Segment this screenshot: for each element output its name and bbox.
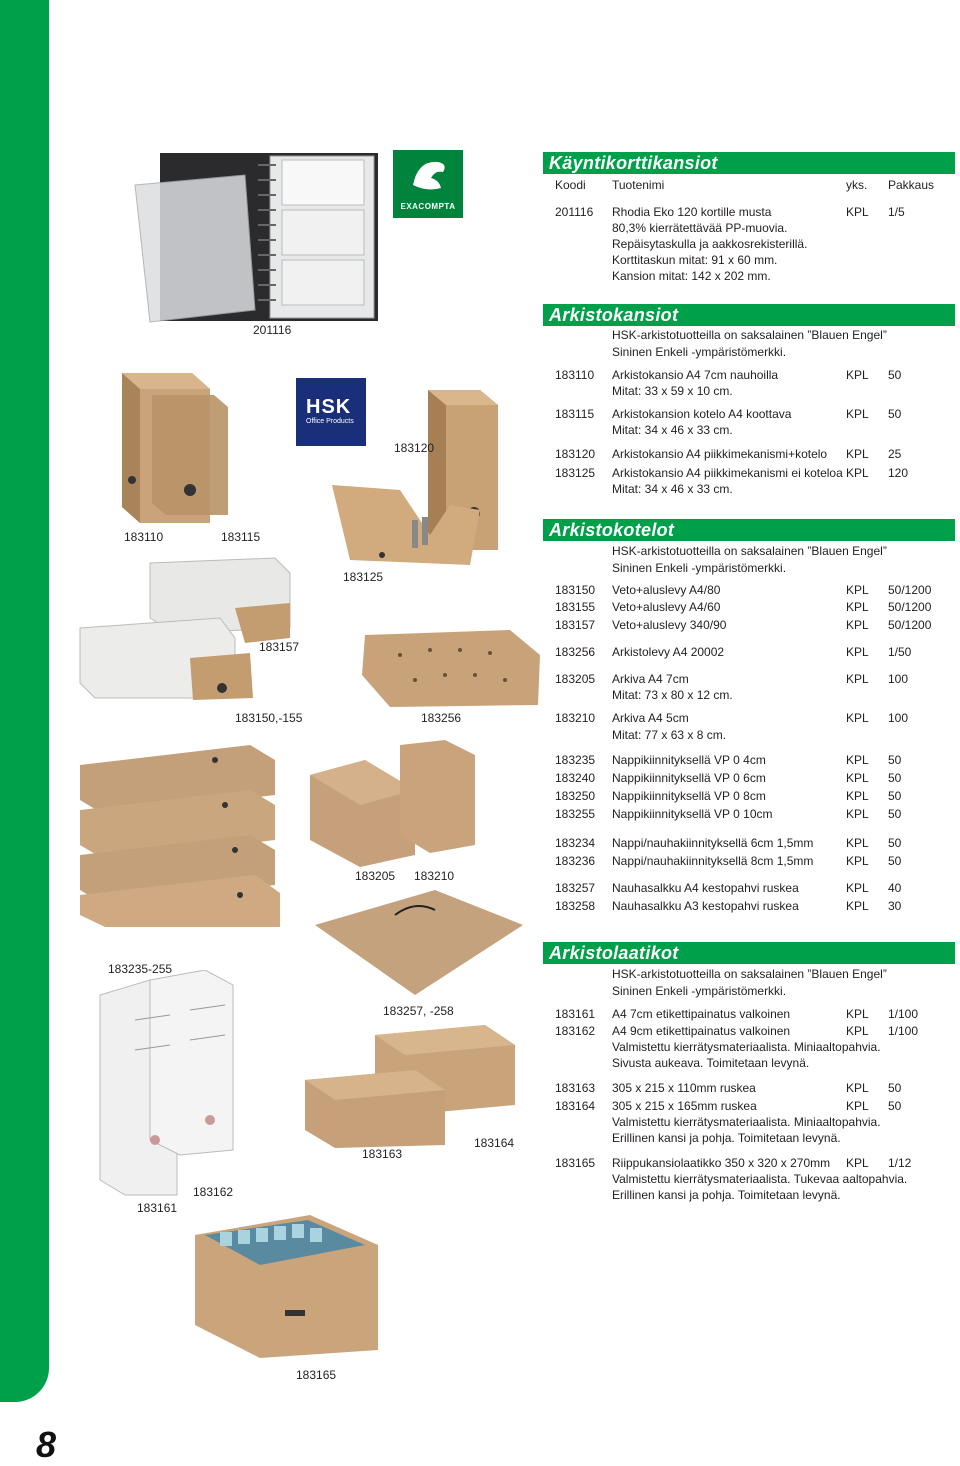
product-name: A4 9cm etikettipainatus valkoinen bbox=[612, 1024, 791, 1038]
hsk-subtitle: Office Products bbox=[306, 418, 354, 425]
product-pack: 50 bbox=[888, 1099, 902, 1113]
product-pack: 1/50 bbox=[888, 645, 912, 659]
product-unit: KPL bbox=[846, 771, 869, 785]
product-unit: KPL bbox=[846, 205, 869, 219]
product-pack: 50 bbox=[888, 368, 902, 382]
product-pack: 50/1200 bbox=[888, 618, 932, 632]
archive-folder-boxes-image bbox=[92, 365, 232, 527]
product-name: Nappikiinnityksellä VP 0 8cm bbox=[612, 789, 766, 803]
product-unit: KPL bbox=[846, 407, 869, 421]
label-183205: 183205 bbox=[355, 869, 396, 883]
product-pack: 50 bbox=[888, 789, 902, 803]
section-intro: Sininen Enkeli -ympäristömerkki. bbox=[612, 345, 787, 359]
product-name: Arkistokansio A4 7cm nauhoilla bbox=[612, 368, 779, 382]
label-183110: 183110 bbox=[124, 530, 164, 544]
product-pack: 50 bbox=[888, 807, 902, 821]
product-pack: 50 bbox=[888, 1081, 902, 1095]
archive-board-image bbox=[360, 625, 545, 710]
label-183150: 183150,-155 bbox=[235, 711, 303, 725]
product-description: Korttitaskun mitat: 91 x 60 mm. bbox=[612, 253, 778, 267]
product-code: 183150 bbox=[555, 583, 596, 597]
product-description: Mitat: 77 x 63 x 8 cm. bbox=[612, 728, 727, 742]
exacompta-bird-icon bbox=[393, 150, 463, 200]
product-description: Mitat: 34 x 46 x 33 cm. bbox=[612, 423, 733, 437]
lever-arch-box-image bbox=[330, 385, 500, 570]
label-183210: 183210 bbox=[414, 869, 455, 883]
product-code: 183234 bbox=[555, 836, 596, 850]
product-name: Arkistokansio A4 piikkimekanismi ei koteloa bbox=[612, 466, 843, 480]
label-183120: 183120 bbox=[394, 441, 435, 455]
product-code: 183256 bbox=[555, 645, 596, 659]
hanging-file-box-image bbox=[190, 1210, 380, 1360]
page-number: 8 bbox=[36, 1424, 57, 1465]
label-183161: 183161 bbox=[137, 1201, 178, 1215]
product-pack: 50/1200 bbox=[888, 600, 932, 614]
product-description: Mitat: 33 x 59 x 10 cm. bbox=[612, 384, 733, 398]
section-title-arkistokotelot: Arkistokotelot bbox=[543, 519, 955, 541]
section-title-arkistolaatikot: Arkistolaatikot bbox=[543, 942, 955, 964]
label-183115: 183115 bbox=[221, 530, 261, 544]
lidded-boxes-image bbox=[300, 1020, 530, 1150]
label-183164: 183164 bbox=[474, 1136, 515, 1150]
product-code: 183163 bbox=[555, 1081, 596, 1095]
product-unit: KPL bbox=[846, 583, 869, 597]
product-unit: KPL bbox=[846, 854, 869, 868]
product-code: 183164 bbox=[555, 1099, 596, 1113]
product-code: 183157 bbox=[555, 618, 596, 632]
product-name: Nappikiinnityksellä VP 0 4cm bbox=[612, 753, 766, 767]
arkiva-boxes-image bbox=[305, 735, 480, 870]
product-code: 183162 bbox=[555, 1024, 596, 1038]
product-unit: KPL bbox=[846, 789, 869, 803]
product-unit: KPL bbox=[846, 807, 869, 821]
product-name: Veto+aluslevy A4/60 bbox=[612, 600, 721, 614]
product-pack: 120 bbox=[888, 466, 909, 480]
product-code: 183115 bbox=[555, 407, 595, 421]
product-unit: KPL bbox=[846, 672, 869, 686]
product-unit: KPL bbox=[846, 1156, 869, 1170]
product-description: Mitat: 34 x 46 x 33 cm. bbox=[612, 482, 733, 496]
column-header-unit: yks. bbox=[846, 178, 868, 192]
product-code: 183120 bbox=[555, 447, 596, 461]
product-pack: 1/100 bbox=[888, 1007, 919, 1021]
product-unit: KPL bbox=[846, 899, 869, 913]
green-side-bar bbox=[0, 0, 49, 1402]
product-pack: 1/12 bbox=[888, 1156, 912, 1170]
product-unit: KPL bbox=[846, 645, 869, 659]
product-pack: 50/1200 bbox=[888, 583, 932, 597]
product-description: Erillinen kansi ja pohja. Toimitetaan levynä. bbox=[612, 1188, 841, 1202]
product-pack: 50 bbox=[888, 753, 902, 767]
product-name: 305 x 215 x 110mm ruskea bbox=[612, 1081, 756, 1095]
product-unit: KPL bbox=[846, 836, 869, 850]
product-description: Sivusta aukeava. Toimitetaan levynä. bbox=[612, 1056, 810, 1070]
product-code: 183257 bbox=[555, 881, 596, 895]
product-name: Nappikiinnityksellä VP 0 10cm bbox=[612, 807, 773, 821]
section-intro: Sininen Enkeli -ympäristömerkki. bbox=[612, 984, 787, 998]
product-code: 183125 bbox=[555, 466, 596, 480]
product-pack: 25 bbox=[888, 447, 902, 461]
business-card-folder-image bbox=[130, 150, 380, 325]
product-name: A4 7cm etikettipainatus valkoinen bbox=[612, 1007, 791, 1021]
product-name: Nappi/nauhakiinnityksellä 6cm 1,5mm bbox=[612, 836, 814, 850]
section-title-arkistokansiot: Arkistokansiot bbox=[543, 304, 955, 326]
product-description: Valmistettu kierrätysmateriaalista. Tukevaa aaltopahvia. bbox=[612, 1172, 908, 1186]
product-code: 183205 bbox=[555, 672, 596, 686]
product-name: Nappi/nauhakiinnityksellä 8cm 1,5mm bbox=[612, 854, 814, 868]
product-name: Arkistolevy A4 20002 bbox=[612, 645, 725, 659]
product-unit: KPL bbox=[846, 711, 869, 725]
product-pack: 1/100 bbox=[888, 1024, 919, 1038]
exacompta-logo bbox=[393, 150, 463, 218]
label-201116: 201116 bbox=[253, 323, 292, 337]
product-code: 183235 bbox=[555, 753, 596, 767]
product-unit: KPL bbox=[846, 368, 869, 382]
label-183257: 183257, -258 bbox=[383, 1004, 454, 1018]
product-code: 183110 bbox=[555, 368, 595, 382]
section-intro: Sininen Enkeli -ympäristömerkki. bbox=[612, 561, 787, 575]
section-intro: HSK-arkistotuotteilla on saksalainen ”Blauen Engel” bbox=[612, 967, 887, 981]
product-pack: 40 bbox=[888, 881, 902, 895]
product-unit: KPL bbox=[846, 753, 869, 767]
label-183162: 183162 bbox=[193, 1185, 234, 1199]
string-portfolio-image bbox=[305, 885, 525, 1005]
product-pack: 100 bbox=[888, 711, 909, 725]
product-code: 183250 bbox=[555, 789, 596, 803]
product-code: 183255 bbox=[555, 807, 596, 821]
product-description: Valmistettu kierrätysmateriaalista. Miniaaltopahvia. bbox=[612, 1115, 881, 1129]
product-unit: KPL bbox=[846, 600, 869, 614]
product-unit: KPL bbox=[846, 1081, 869, 1095]
product-code: 201116 bbox=[555, 205, 594, 219]
column-header-code: Koodi bbox=[555, 178, 586, 192]
product-pack: 50 bbox=[888, 836, 902, 850]
exacompta-wordmark: EXACOMPTA bbox=[400, 202, 456, 211]
product-code: 183161 bbox=[555, 1007, 596, 1021]
product-pack: 30 bbox=[888, 899, 902, 913]
product-code: 183258 bbox=[555, 899, 596, 913]
section-intro: HSK-arkistotuotteilla on saksalainen ”Blauen Engel” bbox=[612, 328, 887, 342]
product-name: Nappikiinnityksellä VP 0 6cm bbox=[612, 771, 766, 785]
product-name: Veto+aluslevy A4/80 bbox=[612, 583, 721, 597]
section-intro: HSK-arkistotuotteilla on saksalainen ”Blauen Engel” bbox=[612, 544, 887, 558]
stacked-button-boxes-image bbox=[75, 735, 285, 930]
column-header-pack: Pakkaus bbox=[888, 178, 935, 192]
product-unit: KPL bbox=[846, 1024, 869, 1038]
label-183256: 183256 bbox=[421, 711, 462, 725]
product-code: 183210 bbox=[555, 711, 596, 725]
product-name: Nauhasalkku A3 kestopahvi ruskea bbox=[612, 899, 799, 913]
product-name: Riippukansiolaatikko 350 x 320 x 270mm bbox=[612, 1156, 831, 1170]
label-183235: 183235-255 bbox=[108, 962, 173, 976]
product-description: Valmistettu kierrätysmateriaalista. Miniaaltopahvia. bbox=[612, 1040, 881, 1054]
product-name: Arkiva A4 7cm bbox=[612, 672, 689, 686]
label-183163: 183163 bbox=[362, 1147, 403, 1161]
product-unit: KPL bbox=[846, 1007, 869, 1021]
product-description: 80,3% kierrätettävää PP-muovia. bbox=[612, 221, 788, 235]
column-header-name: Tuotenimi bbox=[612, 178, 665, 192]
label-183125: 183125 bbox=[343, 570, 384, 584]
product-pack: 1/5 bbox=[888, 205, 905, 219]
product-code: 183165 bbox=[555, 1156, 596, 1170]
product-code: 183155 bbox=[555, 600, 596, 614]
product-unit: KPL bbox=[846, 1099, 869, 1113]
product-name: Arkiva A4 5cm bbox=[612, 711, 689, 725]
product-unit: KPL bbox=[846, 466, 869, 480]
product-pack: 50 bbox=[888, 771, 902, 785]
section-title-kayntikorttikansiot: Käyntikorttikansiot bbox=[543, 152, 955, 174]
product-name: Arkistokansion kotelo A4 koottava bbox=[612, 407, 792, 421]
product-description: Repäisytaskulla ja aakkosrekisterillä. bbox=[612, 237, 808, 251]
product-description: Mitat: 73 x 80 x 12 cm. bbox=[612, 688, 733, 702]
hsk-wordmark: HSK bbox=[306, 396, 352, 418]
product-description: Kansion mitat: 142 x 202 mm. bbox=[612, 269, 771, 283]
product-name: Arkistokansio A4 piikkimekanismi+kotelo bbox=[612, 447, 828, 461]
label-183165: 183165 bbox=[296, 1368, 337, 1382]
product-unit: KPL bbox=[846, 881, 869, 895]
product-pack: 50 bbox=[888, 854, 902, 868]
product-pack: 100 bbox=[888, 672, 909, 686]
product-name: Veto+aluslevy 340/90 bbox=[612, 618, 727, 632]
white-archive-boxes-image bbox=[95, 970, 265, 1200]
product-unit: KPL bbox=[846, 618, 869, 632]
label-183157: 183157 bbox=[259, 640, 300, 654]
product-code: 183236 bbox=[555, 854, 596, 868]
product-description: Erillinen kansi ja pohja. Toimitetaan levynä. bbox=[612, 1131, 841, 1145]
product-name: 305 x 215 x 165mm ruskea bbox=[612, 1099, 757, 1113]
product-name: Nauhasalkku A4 kestopahvi ruskea bbox=[612, 881, 799, 895]
product-code: 183240 bbox=[555, 771, 596, 785]
product-unit: KPL bbox=[846, 447, 869, 461]
product-pack: 50 bbox=[888, 407, 902, 421]
white-transfer-boxes-image bbox=[75, 548, 295, 703]
product-name: Rhodia Eko 120 kortille musta bbox=[612, 205, 772, 219]
